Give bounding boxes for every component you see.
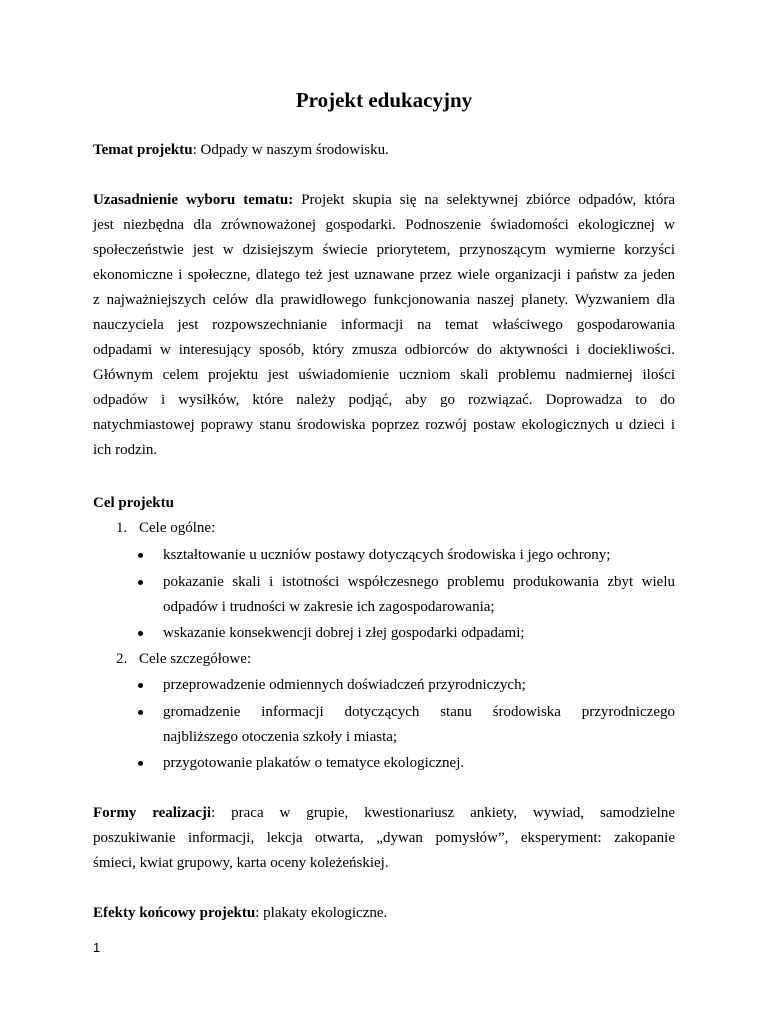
justification-line: odpadów i wysiłków, które należy podjąć, aby go rozwiązać. Doprowadza to do	[93, 392, 675, 408]
justification-line: ekonomiczne i społeczne, dlatego też jest uznawane przez wiele organizacji i państw za jeden	[93, 267, 675, 283]
outcomes-paragraph	[93, 901, 675, 926]
list-number: 2.	[116, 651, 128, 667]
forms-label: Formy realizacji	[93, 805, 212, 821]
justification-line: natychmiastowej poprawy stanu środowiska poprzez rozwój postaw ekologicznych u dzieci i	[93, 417, 675, 433]
forms-line: śmieci, kwiat grupowy, karta oceny koleżeńskiej.	[93, 855, 389, 871]
justification-paragraph	[93, 188, 675, 463]
forms-line: Formy realizacji: praca w grupie, kwestionariusz ankiety, wywiad, samodzielne	[93, 805, 675, 821]
list-number: 1.	[116, 520, 128, 536]
outcomes-text: : plakaty ekologiczne.	[255, 905, 388, 921]
bullet-icon	[138, 553, 143, 558]
list-item: kształtowanie u uczniów postawy dotyczących środowiska i jego ochrony;	[138, 543, 675, 568]
justification-line: jest niezbędna dla zrównoważonej gospodarki. Podnoszenie świadomości ekologicznej w	[93, 217, 675, 233]
bullet-icon	[138, 580, 143, 585]
justification-label: Uzasadnienie wyboru tematu:	[93, 192, 294, 208]
page-number: 1	[93, 940, 101, 955]
justification-line: nauczyciela jest rozpowszechnianie informacji na temat właściwego gospodarowania	[93, 317, 675, 333]
topic-label: Temat projektu	[93, 142, 193, 158]
list-item: przeprowadzenie odmiennych doświadczeń przyrodniczych;	[138, 673, 675, 698]
forms-paragraph	[93, 801, 675, 876]
list-item: wskazanie konsekwencji dobrej i złej gospodarki odpadami;	[138, 621, 675, 646]
bullet-icon	[138, 761, 143, 766]
forms-line: poszukiwanie informacji, lekcja otwarta, „dywan pomysłów”, eksperyment: zakopanie	[93, 830, 675, 846]
justification-line: ich rodzin.	[93, 442, 158, 458]
topic-text: : Odpady w naszym środowisku.	[192, 142, 389, 158]
bullet-icon	[138, 710, 143, 715]
bullet-icon	[138, 631, 143, 636]
justification-line: społeczeństwie jest w dzisiejszym świecie priorytetem, przynoszącym wymierne korzyści	[93, 242, 675, 258]
specific-goals-label: Cele szczegółowe:	[139, 651, 252, 667]
topic-paragraph	[93, 138, 675, 163]
justification-line: z najważniejszych celów dla prawidłowego funkcjonowania naszej planety. Wyzwaniem dla	[93, 292, 675, 308]
justification-line: Uzasadnienie wyboru tematu: Projekt skupia się na selektywnej zbiórce odpadów, która	[93, 192, 675, 208]
outcomes-label: Efekty końcowy projektu	[93, 905, 256, 921]
justification-line: odpadami w interesujący sposób, który zmusza odbiorców do aktywności i dociekliwości.	[93, 342, 675, 358]
general-goals-label: Cele ogólne:	[139, 520, 216, 536]
document-title: Projekt edukacyjny	[295, 88, 473, 112]
list-item: przygotowanie plakatów o tematyce ekologicznej.	[138, 751, 675, 776]
document-page	[93, 0, 675, 1024]
list-item: gromadzenie informacji dotyczących stanu środowiska przyrodniczego najbliższego otoczenia szkoły i miasta;	[138, 700, 675, 750]
justification-line: Głównym celem projektu jest uświadomienie uczniom skali problemu nadmiernej ilości	[93, 367, 675, 383]
list-item: pokazanie skali i istotności współczesnego problemu produkowania zbyt wielu odpadów i trudności w zakresie ich zagospodarowania;	[138, 570, 675, 620]
bullet-icon	[138, 683, 143, 688]
goals-heading: Cel projektu	[93, 495, 174, 511]
